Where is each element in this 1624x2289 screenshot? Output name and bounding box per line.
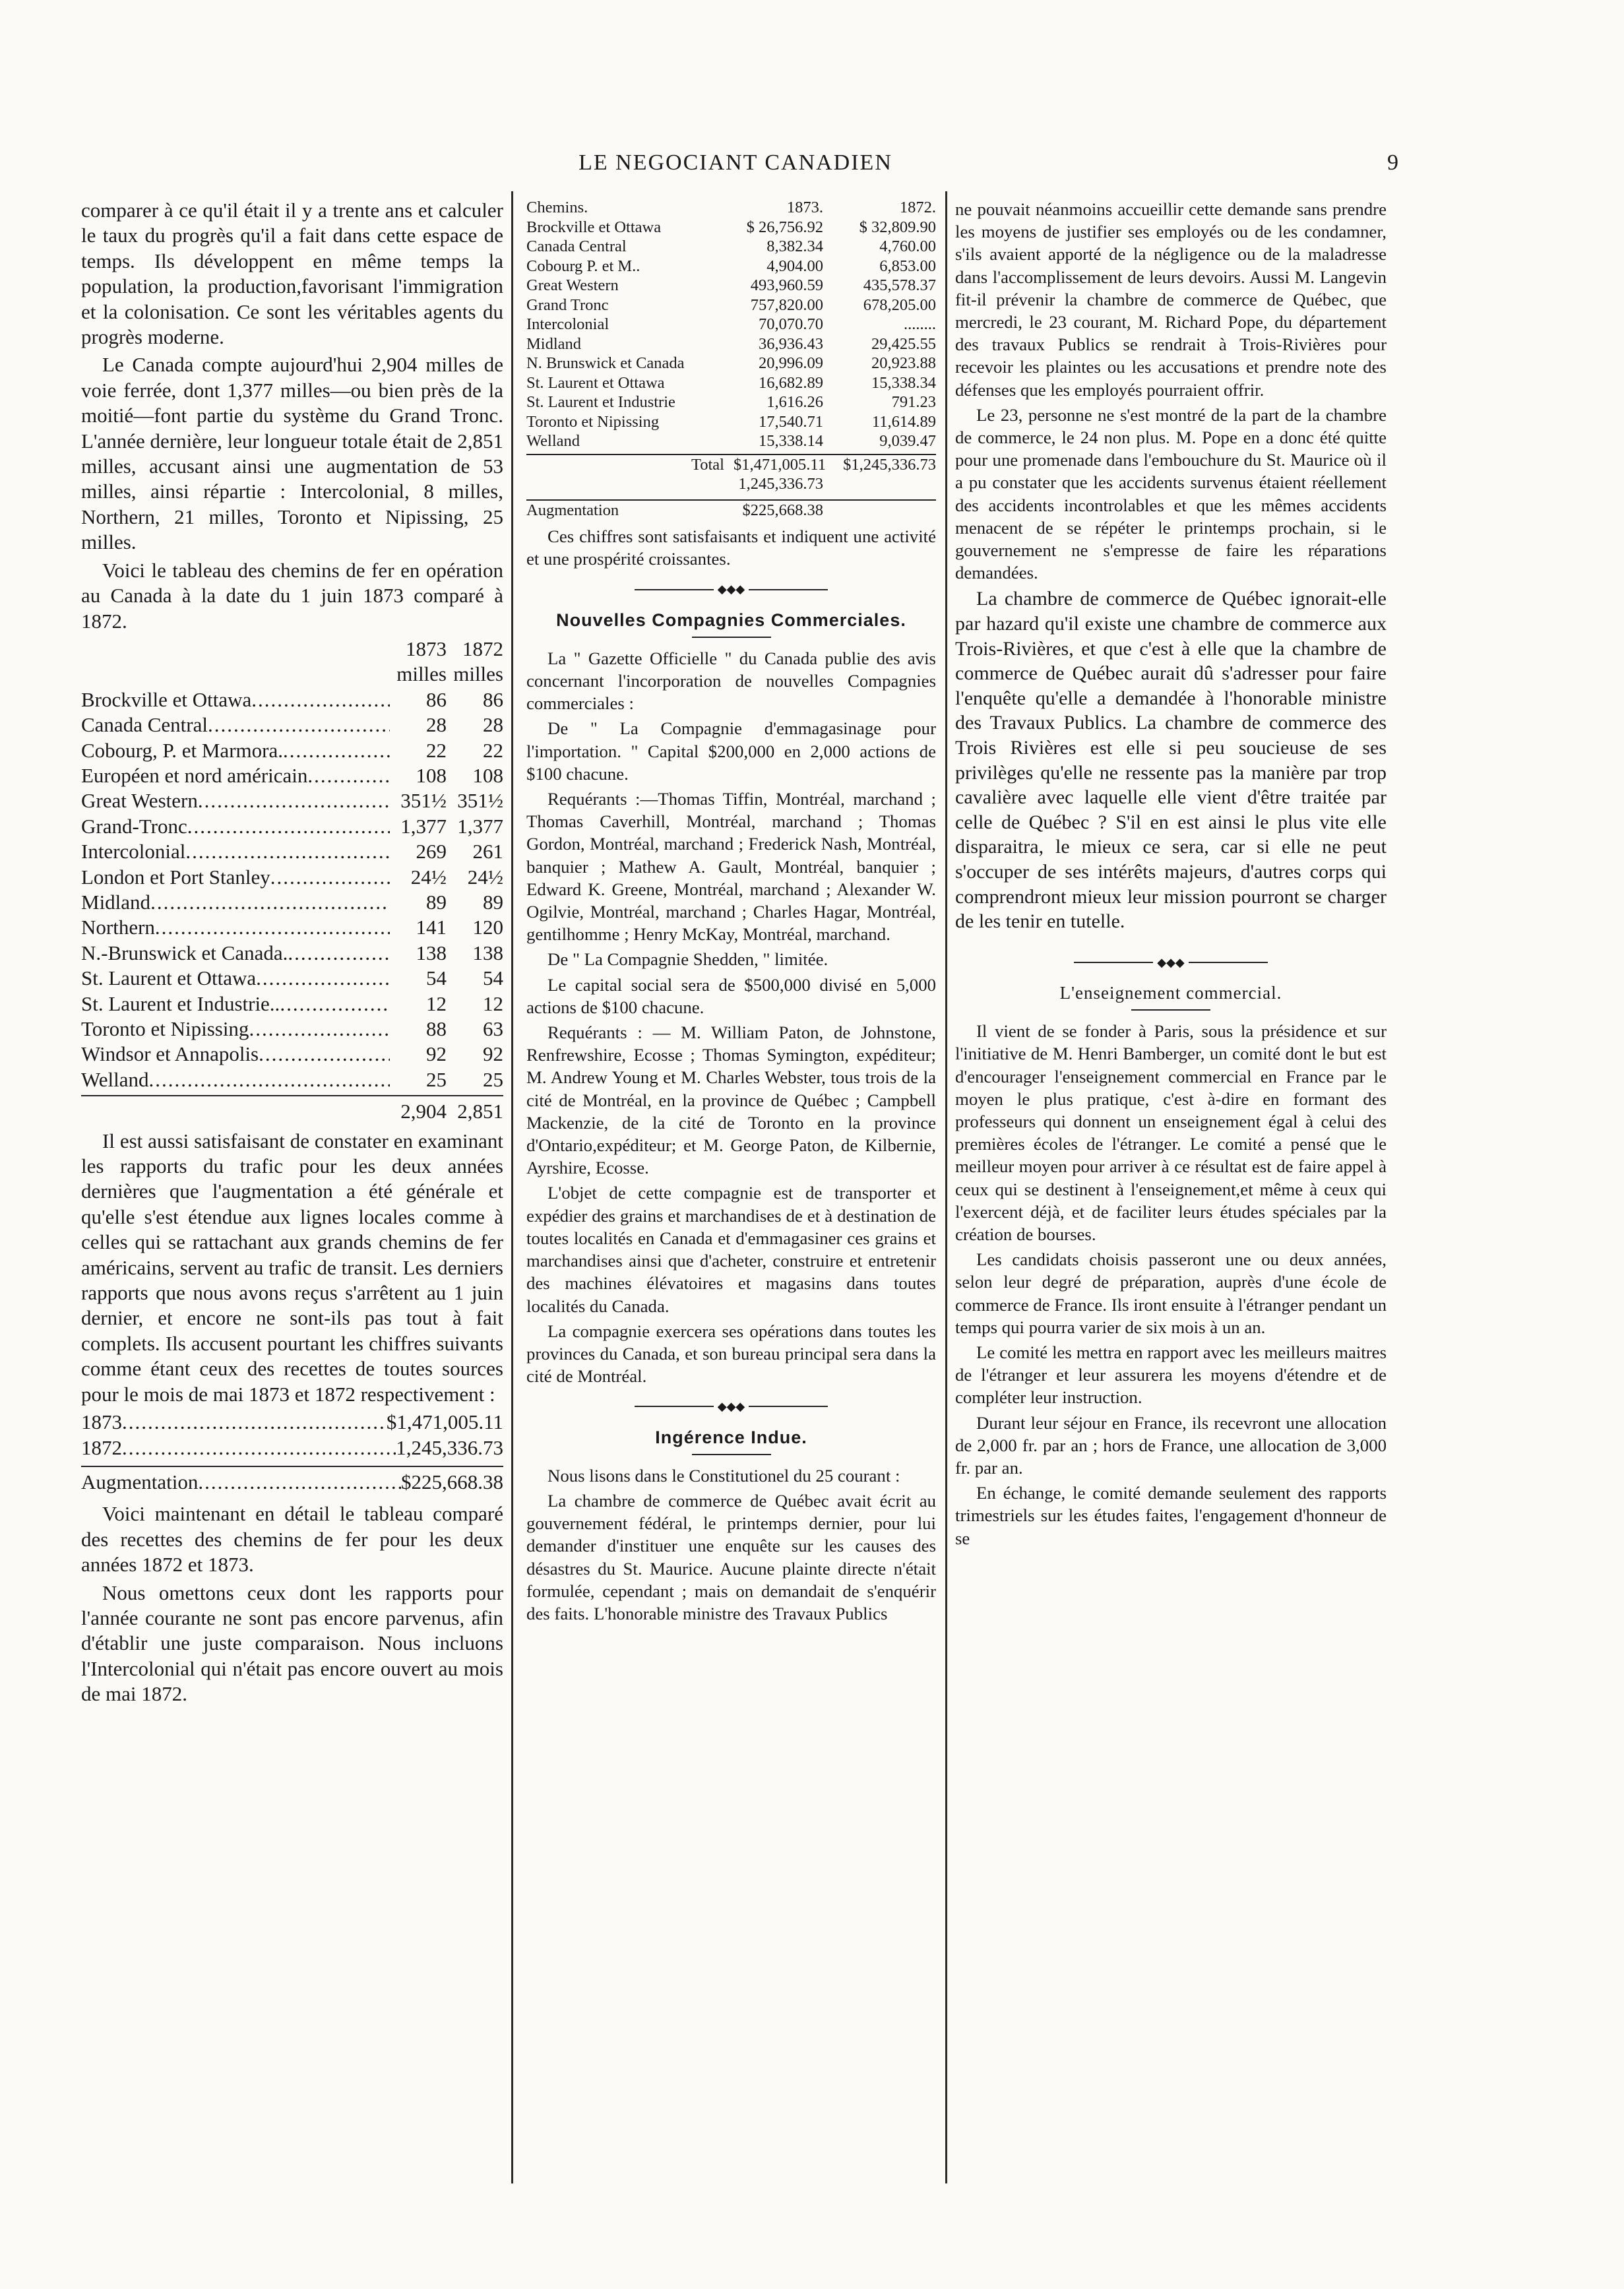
mileage-1873: 269: [416, 840, 447, 863]
receipt-value: 1,245,336.73: [396, 1435, 503, 1459]
paragraph: Les candidats choisis passeront une ou deux années, selon leur degré de préparation, auprès d'une école de commerce de France. Ils iront ensuite à l'étranger pendant un temps qui pourra varier de six mois à un an.: [955, 1249, 1387, 1337]
railway-name: Windsor et Annapolis .....: [81, 1042, 390, 1067]
paragraph: Nous omettons ceux dont les rapports pour l'année courante ne sont pas encore parvenus, afin d'établir une juste comparaison. Nous incluons l'Intercolonial qui n'était pas encore ouvert au mois de mai 1872.: [81, 1581, 503, 1706]
table-total-row: [81, 1095, 503, 1124]
mileage-1872: 24½: [467, 865, 503, 889]
table-row: [81, 991, 503, 1017]
railway-name: Midland: [526, 334, 582, 353]
mileage-1872: 261: [472, 840, 503, 863]
column-1: [81, 198, 503, 2197]
mileage-1872: 120: [472, 916, 503, 939]
total-value: 2,904: [400, 1100, 447, 1123]
table-row: [526, 334, 936, 354]
table-row: [526, 392, 936, 412]
section-divider: ◆◆◆: [526, 1395, 936, 1418]
paragraph: Nous lisons dans le Constitutionel du 25 courant :: [547, 1465, 900, 1486]
paragraph: La compagnie exercera ses opérations dans toutes les provinces du Canada, et son bureau principal sera dans la cité de Montréal.: [526, 1321, 936, 1387]
table-row: [81, 941, 503, 966]
railway-name: Européen et nord américain .....: [81, 763, 390, 788]
railway-name: St. Laurent et Ottawa: [526, 373, 665, 392]
railway-name: Great Western: [526, 276, 619, 294]
receipts-1873: 70,070.70: [759, 315, 823, 333]
table-header: [526, 198, 936, 218]
railway-name: Grand Tronc: [526, 296, 609, 314]
railway-name: Cobourg P. et M..: [526, 257, 640, 275]
railway-name: Grand-Tronc .....: [81, 814, 390, 839]
railway-name: Cobourg, P. et Marmora. .....: [81, 738, 390, 763]
receipts-1873: 4,904.00: [766, 257, 823, 275]
receipts-1873: 1,616.26: [766, 393, 823, 411]
table-augmentation-row: [526, 499, 936, 520]
railway-name: London et Port Stanley .....: [81, 865, 390, 890]
paragraph: La chambre de commerce de Québec avait écrit au gouvernement fédéral, le printemps dernier, pour lui demander d'instituer une enquête sur les causes des désastres du St. Maurice. Aucune plainte directe n'était formulée, cependant ; mais on demandait de s'enquérir des faits. L'honorable ministre des Travaux Publics: [526, 1490, 936, 1623]
table-row: [81, 687, 503, 712]
paragraph: Requérants : — M. William Paton, de Johnstone, Renfrewshire, Ecosse ; Thomas Symington, expéditeur; M. Andrew Young et M. Charles Webster, tous trois de la cité de Montréal, en la province de Québec ; Campbell Mackenzie, de la cité de Toronto en la province d'Ontario,expéditeur; et M. George Paton, de Kilbernie, Ayrshire, Ecosse.: [526, 1022, 936, 1178]
paragraph: L'objet de cette compagnie est de transporter et expédier des grains et marchandises de et à destination de toutes localités en Canada et d'emmagasiner ces grains et marchandises ainsi que d'acheter, construire et entretenir des machines élévatoires et magasins dans toutes localités du Canada.: [526, 1183, 936, 1316]
receipts-1873: 15,338.14: [759, 432, 823, 450]
mileage-1873: 22: [426, 738, 447, 762]
receipts-1872: 15,338.34: [871, 373, 936, 392]
table-row: [526, 276, 936, 296]
page-header: [73, 139, 1398, 185]
receipts-1873: 36,936.43: [759, 334, 823, 353]
paragraph: Le Canada compte aujourd'hui 2,904 milles de voie ferrée, dont 1,377 milles—ou bien près de la moitié—font partie du système du Grand Tronc. L'année dernière, leur longueur totale était de 2,851 milles, accusant ainsi une augmentation de 53 milles, ainsi répartie : Intercolonial, 8 milles, Northern, 21 milles, Toronto et Nipissing, 25 milles.: [81, 353, 503, 554]
page-number: 9: [1387, 150, 1398, 175]
mileage-1872: 351½: [457, 789, 503, 813]
railway-name: N.-Brunswick et Canada. .....: [81, 941, 390, 966]
receipts-1873: $ 26,756.92: [746, 218, 823, 236]
column-header: 1873.: [786, 199, 823, 216]
railway-receipts-table: [526, 198, 936, 520]
mileage-1873: 108: [416, 763, 447, 787]
railway-name: Brockville et Ottawa .....: [81, 687, 390, 712]
table-row: [81, 915, 503, 940]
railway-name: Welland: [526, 432, 580, 450]
railway-name: Canada Central: [526, 237, 627, 255]
mileage-1873: 351½: [400, 789, 447, 813]
table-header: [81, 637, 503, 662]
receipts-1873: 757,820.00: [750, 296, 823, 314]
table-row: [526, 315, 936, 334]
table-row: [81, 1067, 503, 1092]
paragraph: Ces chiffres sont satisfaisants et indiquent une activité et une prospérité croissantes.: [526, 526, 936, 569]
railway-name: Great Western .....: [81, 788, 390, 813]
receipts-1872: 11,614.89: [871, 412, 936, 431]
table-row: [81, 814, 503, 839]
table-row: [81, 966, 503, 991]
receipt-line: [81, 1435, 503, 1460]
railway-name: St. Laurent et Industrie: [526, 393, 675, 411]
table-row: [81, 1042, 503, 1067]
column-header: 1872.: [899, 199, 936, 216]
mileage-1873: 141: [416, 916, 447, 939]
railway-name: Toronto et Nipissing: [526, 412, 660, 431]
table-row: [81, 839, 503, 864]
railway-name: Brockville et Ottawa: [526, 218, 662, 236]
mileage-1873: 92: [426, 1042, 447, 1066]
receipts-1872: 435,578.37: [863, 276, 936, 294]
receipts-1873: 20,996.09: [759, 354, 823, 372]
total-label: Total: [691, 455, 724, 474]
mileage-1873: 89: [426, 890, 447, 914]
column-unit: milles: [453, 662, 503, 686]
receipts-1872: 20,923.88: [871, 354, 936, 372]
column-header: 1873: [406, 637, 447, 660]
table-header-units: [81, 662, 503, 687]
total-value: 2,851: [457, 1100, 503, 1123]
table-row: [526, 412, 936, 432]
table-row: [526, 373, 936, 393]
receipts-1872: 29,425.55: [871, 334, 936, 353]
mileage-1873: 28: [426, 713, 447, 737]
paragraph: Le 23, personne ne s'est montré de la part de la chambre de commerce, le 24 non plus. M. Pope en a donc été quitte pour une promenade dans l'embouchure du St. Maurice où il a pu constater que les accidents survenus étaient réellement des accidents incontrolables et que les mêmes accidents menacent de se répéter le printemps prochain, si le gouvernement ne s'empresse de faire les réparations demandées.: [955, 404, 1387, 583]
column-rule: [945, 191, 947, 2183]
receipts-1872: 791.23: [891, 393, 936, 411]
table-row: [526, 257, 936, 276]
table-row: [526, 237, 936, 257]
receipts-1872: 9,039.47: [879, 432, 936, 450]
table-row: [81, 890, 503, 915]
receipt-year: 1873: [81, 1410, 122, 1434]
mileage-1873: 88: [426, 1017, 447, 1040]
mileage-1872: 63: [483, 1017, 503, 1040]
section-heading: Nouvelles Compagnies Commerciales.: [556, 610, 906, 630]
section-heading: Ingérence Indue.: [655, 1427, 807, 1447]
receipts-1873: 17,540.71: [759, 412, 823, 431]
railway-name: Welland .....: [81, 1067, 390, 1092]
mileage-1873: 25: [426, 1067, 447, 1091]
mileage-1872: 86: [483, 687, 503, 711]
paragraph: Le comité les mettra en rapport avec les meilleurs maitres de l'étranger et leur assurera les moyens d'étendre et de compléter leur instruction.: [955, 1342, 1387, 1408]
railway-name: St. Laurent et Ottawa .....: [81, 966, 390, 991]
paragraph: Voici le tableau des chemins de fer en opération au Canada à la date du 1 juin 1873 comparé à 1872.: [81, 558, 503, 633]
paragraph: La " Gazette Officielle " du Canada publie des avis concernant l'incorporation de nouvelles Compagnies commerciales :: [526, 648, 936, 714]
section-heading: L'enseignement commercial.: [1059, 982, 1282, 1003]
augmentation-value: $225,668.38: [401, 1470, 503, 1493]
heading-rule: [692, 1454, 771, 1455]
total-value: $1,471,005.11: [734, 455, 826, 474]
augmentation-label: Augmentation: [526, 501, 619, 519]
column-rule: [511, 191, 513, 2183]
railway-name: Northern .....: [81, 915, 390, 940]
paragraph: Requérants :—Thomas Tiffin, Montréal, marchand ; Thomas Caverhill, Montréal, marchand ; Thomas Gordon, Montréal, marchand ; Frederick Nash, Montréal, banquier ; Mathew A. Gault, Montréal, banquier ; Edward K. Greene, Montréal, marchand ; Alexander W. Ogilvie, Montréal, marchand ; Charles Hagar, Montréal, gentilhomme ; Henry McKay, Montréal, marchand.: [526, 789, 936, 945]
table-row: [526, 354, 936, 373]
receipt-value: $1,471,005.11: [386, 1410, 503, 1434]
receipts-1873: 493,960.59: [750, 276, 823, 294]
table-total-row: [526, 454, 936, 475]
augmentation-value: $225,668.38: [742, 501, 823, 519]
mileage-1872: 108: [472, 763, 503, 787]
receipts-1873: 8,382.34: [766, 237, 823, 255]
receipts-1872: 4,760.00: [879, 237, 936, 255]
table-row: [526, 296, 936, 315]
mileage-1872: 138: [472, 941, 503, 964]
railway-name: Canada Central .....: [81, 712, 390, 737]
mileage-1872: 92: [483, 1042, 503, 1066]
column-2: [521, 198, 941, 2197]
mileage-1872: 1,377: [457, 814, 503, 838]
receipts-1872: $ 32,809.90: [859, 218, 936, 236]
paragraph: En échange, le comité demande seulement des rapports trimestriels sur les études faites, l'engagement d'honneur de se: [955, 1483, 1387, 1548]
mileage-1872: 12: [483, 991, 503, 1015]
mileage-1872: 89: [483, 890, 503, 914]
paragraph: ne pouvait néanmoins accueillir cette demande sans prendre les moyens de justifier ses employés ou de les condamner, s'ils avaient apporté de la négligence ou de la maladresse dans l'accomplissement de leurs devoirs. Aussi M. Langevin fit-il prévenir la chambre de commerce de Québec, que mercredi, le 23 courant, M. Richard Pope, du département des travaux Publics se rendrait à Trois-Rivières pour recevoir les plaintes ou les accusations et prendre note des défenses que les employés pourraient offrir.: [955, 199, 1387, 400]
heading-rule: [1131, 1009, 1210, 1011]
mileage-1873: 24½: [410, 865, 447, 889]
column-header: 1872: [462, 637, 503, 660]
railway-name: Toronto et Nipissing .....: [81, 1017, 390, 1042]
section-divider: ◆◆◆: [955, 951, 1387, 974]
table-row: [81, 763, 503, 788]
table-total-repeat-row: [526, 474, 936, 494]
paragraph: comparer à ce qu'il était il y a trente ans et calculer le taux du progrès qu'il a fait dans cette espace de temps. Ils développent en même temps la population, la production,favorisant l'immigration et la colonisation. Ce sont les véritables agents du progrès moderne.: [81, 199, 503, 349]
receipts-1872: 678,205.00: [863, 296, 936, 314]
augmentation-line: [81, 1466, 503, 1495]
paragraph: Le capital social sera de $500,000 divisé en 5,000 actions de $100 chacune.: [526, 974, 936, 1017]
railway-name: St. Laurent et Industrie.. .....: [81, 991, 390, 1017]
heading-rule: [692, 637, 771, 638]
table-row: [526, 431, 936, 451]
paragraph: Il vient de se fonder à Paris, sous la présidence et sur l'initiative de M. Henri Bamberger, un comité dont le but est d'encourager l'enseignement commercial en France par le moyen le plus pratique, c'est à-dire en formant des professeurs qui donnent un enseignement égal à celui des premières écoles de l'étranger. Le comité a pensé que le meilleur moyen pour arriver à ce résultat est de faire appel à ceux qui se destinent à l'enseignement,et même à ceux qui l'exercent déjà, et de faciliter leurs études spéciales par la création de bourses.: [955, 1021, 1387, 1244]
section-divider: ◆◆◆: [526, 578, 936, 600]
table-row: [81, 1017, 503, 1042]
paragraph: De " La Compagnie Shedden, " limitée.: [547, 949, 828, 970]
railway-mileage-table: [81, 637, 503, 1125]
column-header: Chemins.: [526, 199, 588, 216]
mileage-1872: 54: [483, 966, 503, 990]
railway-name: Intercolonial .....: [81, 839, 390, 864]
receipts-1872: 6,853.00: [879, 257, 936, 275]
receipt-year: 1872: [81, 1435, 122, 1459]
mileage-1872: 25: [483, 1067, 503, 1091]
mileage-1872: 28: [483, 713, 503, 737]
table-row: [81, 712, 503, 737]
table-row: [526, 218, 936, 237]
table-row: [81, 738, 503, 763]
mileage-1873: 86: [426, 687, 447, 711]
paragraph: Voici maintenant en détail le tableau comparé des recettes des chemins de fer pour les deux années 1872 et 1873.: [81, 1502, 503, 1577]
newspaper-title: LE NEGOCIANT CANADIEN: [578, 150, 892, 175]
mileage-1872: 22: [483, 738, 503, 762]
mileage-1873: 12: [426, 991, 447, 1015]
receipts-1873: 16,682.89: [759, 373, 823, 392]
receipt-line: [81, 1410, 503, 1435]
paragraph: Il est aussi satisfaisant de constater en examinant les rapports du trafic pour les deux années dernières que l'augmentation a été générale et qu'elle s'est étendue aux lignes locales comme à celles qui se rattachant aux grands chemins de fer américains, servent au trafic de transit. Les derniers rapports que nous avons reçus s'arrêtent au 1 juin dernier, et encore ne sont-ils pas tout à fait complets. Ils accusent pourtant les chiffres suivants comme étant ceux des recettes de toutes sources pour le mois de mai 1873 et 1872 respectivement :: [81, 1129, 503, 1406]
column-unit: milles: [396, 662, 447, 686]
table-row: [81, 865, 503, 890]
table-row: [81, 788, 503, 813]
paragraph: La chambre de commerce de Québec ignorait-elle par hazard qu'il existe une chambre de commerce aux Trois-Rivières, et que c'est à elle que la chambre de commerce de Québec aurait dû s'adresser pour faire l'enquête qu'elle a demandée à l'honorable ministre des Travaux Publics. La chambre de commerce des Trois Rivières est elle si peu soucieuse de ses privilèges qu'elle ne ressente pas la manière par trop cavalière avec laquelle elle vient d'être traitée par celle de Québec ? S'il en est ainsi le plus vite elle disparaitra, le mieux ce sera, car si elle ne peut s'occuper de ses intérêts majeurs, d'autres corps qui comprendront mieux leur mission pourront se charger de les tenir en tutelle.: [955, 588, 1387, 933]
railway-name: N. Brunswick et Canada: [526, 354, 685, 372]
mileage-1873: 54: [426, 966, 447, 990]
column-3: [950, 198, 1392, 2197]
railway-name: Intercolonial: [526, 315, 609, 333]
mileage-1873: 1,377: [400, 814, 447, 838]
augmentation-label: Augmentation: [81, 1470, 199, 1493]
total-value: $1,245,336.73: [843, 455, 936, 474]
paragraph: Durant leur séjour en France, ils recevront une allocation de 2,000 fr. par an ; hors de France, une allocation de 3,000 fr. par an.: [955, 1412, 1387, 1478]
paragraph: De " La Compagnie d'emmagasinage pour l'importation. " Capital $200,000 en 2,000 actions de $100 chacune.: [526, 718, 936, 784]
railway-name: Midland .....: [81, 890, 390, 915]
receipts-1872: ........: [904, 315, 936, 333]
mileage-1873: 138: [416, 941, 447, 964]
total-repeat-value: 1,245,336.73: [738, 475, 823, 493]
